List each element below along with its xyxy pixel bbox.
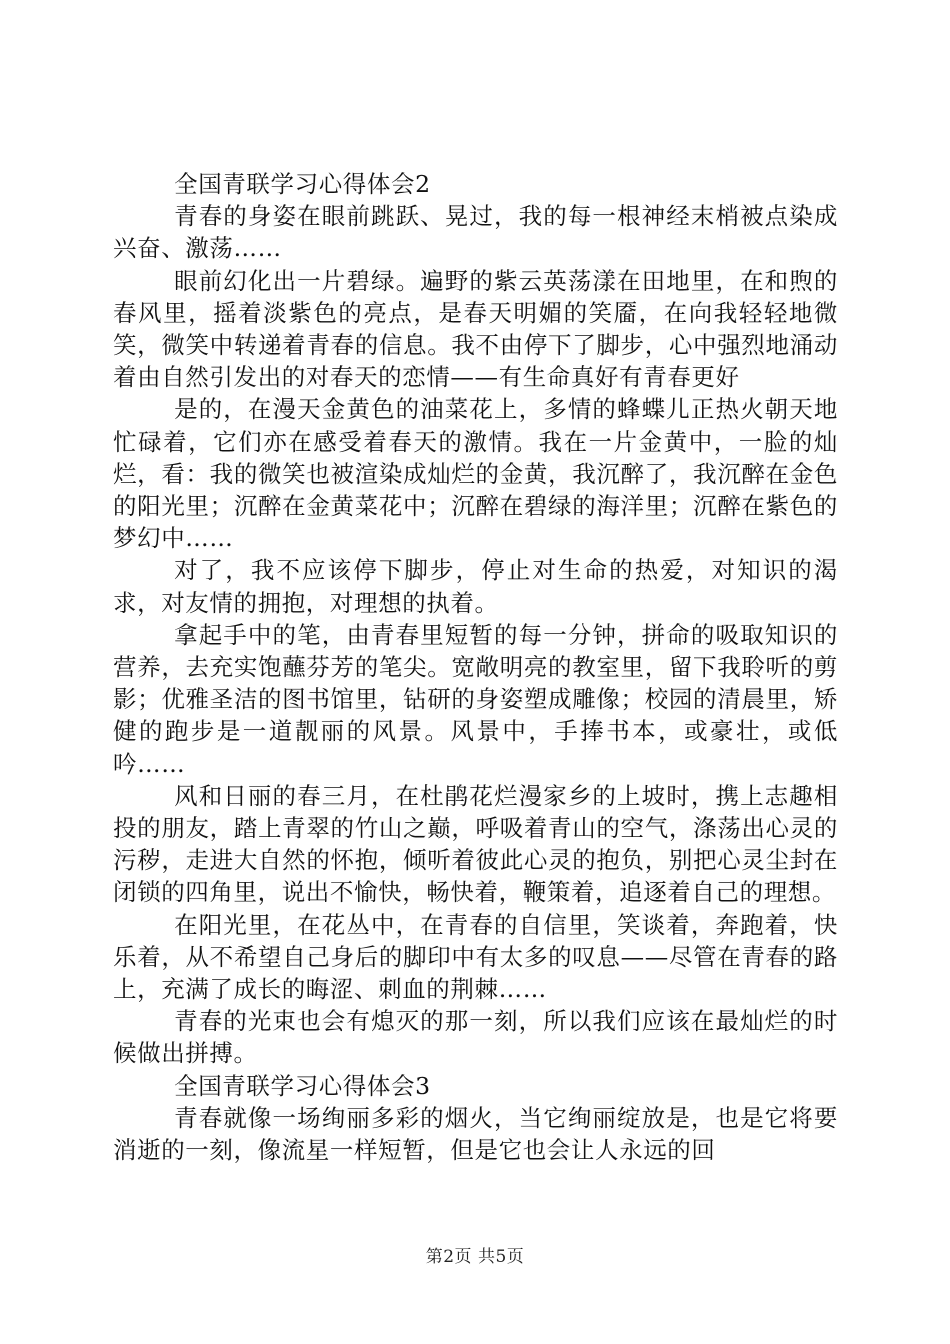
page-number-footer: 第2页 共5页 [425,1247,525,1267]
body-paragraph: 青春的身姿在眼前跳跃、晃过，我的每一根神经末梢被点染成兴奋、激荡…… [113,202,838,263]
body-paragraph: 是的，在漫天金黄色的油菜花上，多情的蜂蝶儿正热火朝天地忙碌着，它们亦在感受着春天的激情。我在一片金黄中，一脸的灿烂，看：我的微笑也被渲染成灿烂的金黄，我沉醉了，我沉醉在金色的阳光里；沉醉在金黄菜花中；沉醉在碧绿的海洋里；沉醉在紫色的梦幻中…… [113,395,838,553]
body-paragraph: 风和日丽的春三月，在杜鹃花烂漫家乡的上坡时，携上志趣相投的朋友，踏上青翠的竹山之巅，呼吸着青山的空气，涤荡出心灵的污秽，走进大自然的怀抱，倾听着彼此心灵的抱负，别把心灵尘封在闭锁的四角里，说出不愉快，畅快着，鞭策着，追逐着自己的理想。 [113,781,838,907]
section-heading: 全国青联学习心得体会3 [174,1071,431,1100]
body-paragraph: 青春的光束也会有熄灭的那一刻，所以我们应该在最灿烂的时候做出拼搏。 [113,1007,838,1068]
body-paragraph: 青春就像一场绚丽多彩的烟火，当它绚丽绽放是，也是它将要消逝的一刻，像流星一样短暂，但是它也会让人永远的回 [113,1103,838,1165]
section-heading: 全国青联学习心得体会2 [174,170,431,198]
body-paragraph: 在阳光里，在花丛中，在青春的自信里，笑谈着，奔跑着，快乐着，从不希望自己身后的脚印中有太多的叹息——尽管在青春的路上，充满了成长的晦涩、刺血的荆棘…… [113,910,838,1004]
body-paragraph: 对了，我不应该停下脚步，停止对生命的热爱，对知识的渴求，对友情的拥抱，对理想的执着。 [113,556,838,617]
body-paragraph: 拿起手中的笔，由青春里短暂的每一分钟，拼命的吸取知识的营养，去充实饱蘸芬芳的笔尖。宽敞明亮的教室里，留下我聆听的剪影；优雅圣洁的图书馆里，钻研的身姿塑成雕像；校园的清晨里，矫健的跑步是一道靓丽的风景。风景中，手捧书本，或豪壮，或低吟…… [113,620,838,778]
document-body [113,168,838,1166]
body-paragraph: 眼前幻化出一片碧绿。遍野的紫云英荡漾在田地里，在和煦的春风里，摇着淡紫色的亮点，是春天明媚的笑靥，在向我轻轻地微笑，微笑中转递着青春的信息。我不由停下了脚步，心中强烈地涌动着由自然引发出的对春天的恋情——有生命真好有青春更好 [113,266,838,392]
